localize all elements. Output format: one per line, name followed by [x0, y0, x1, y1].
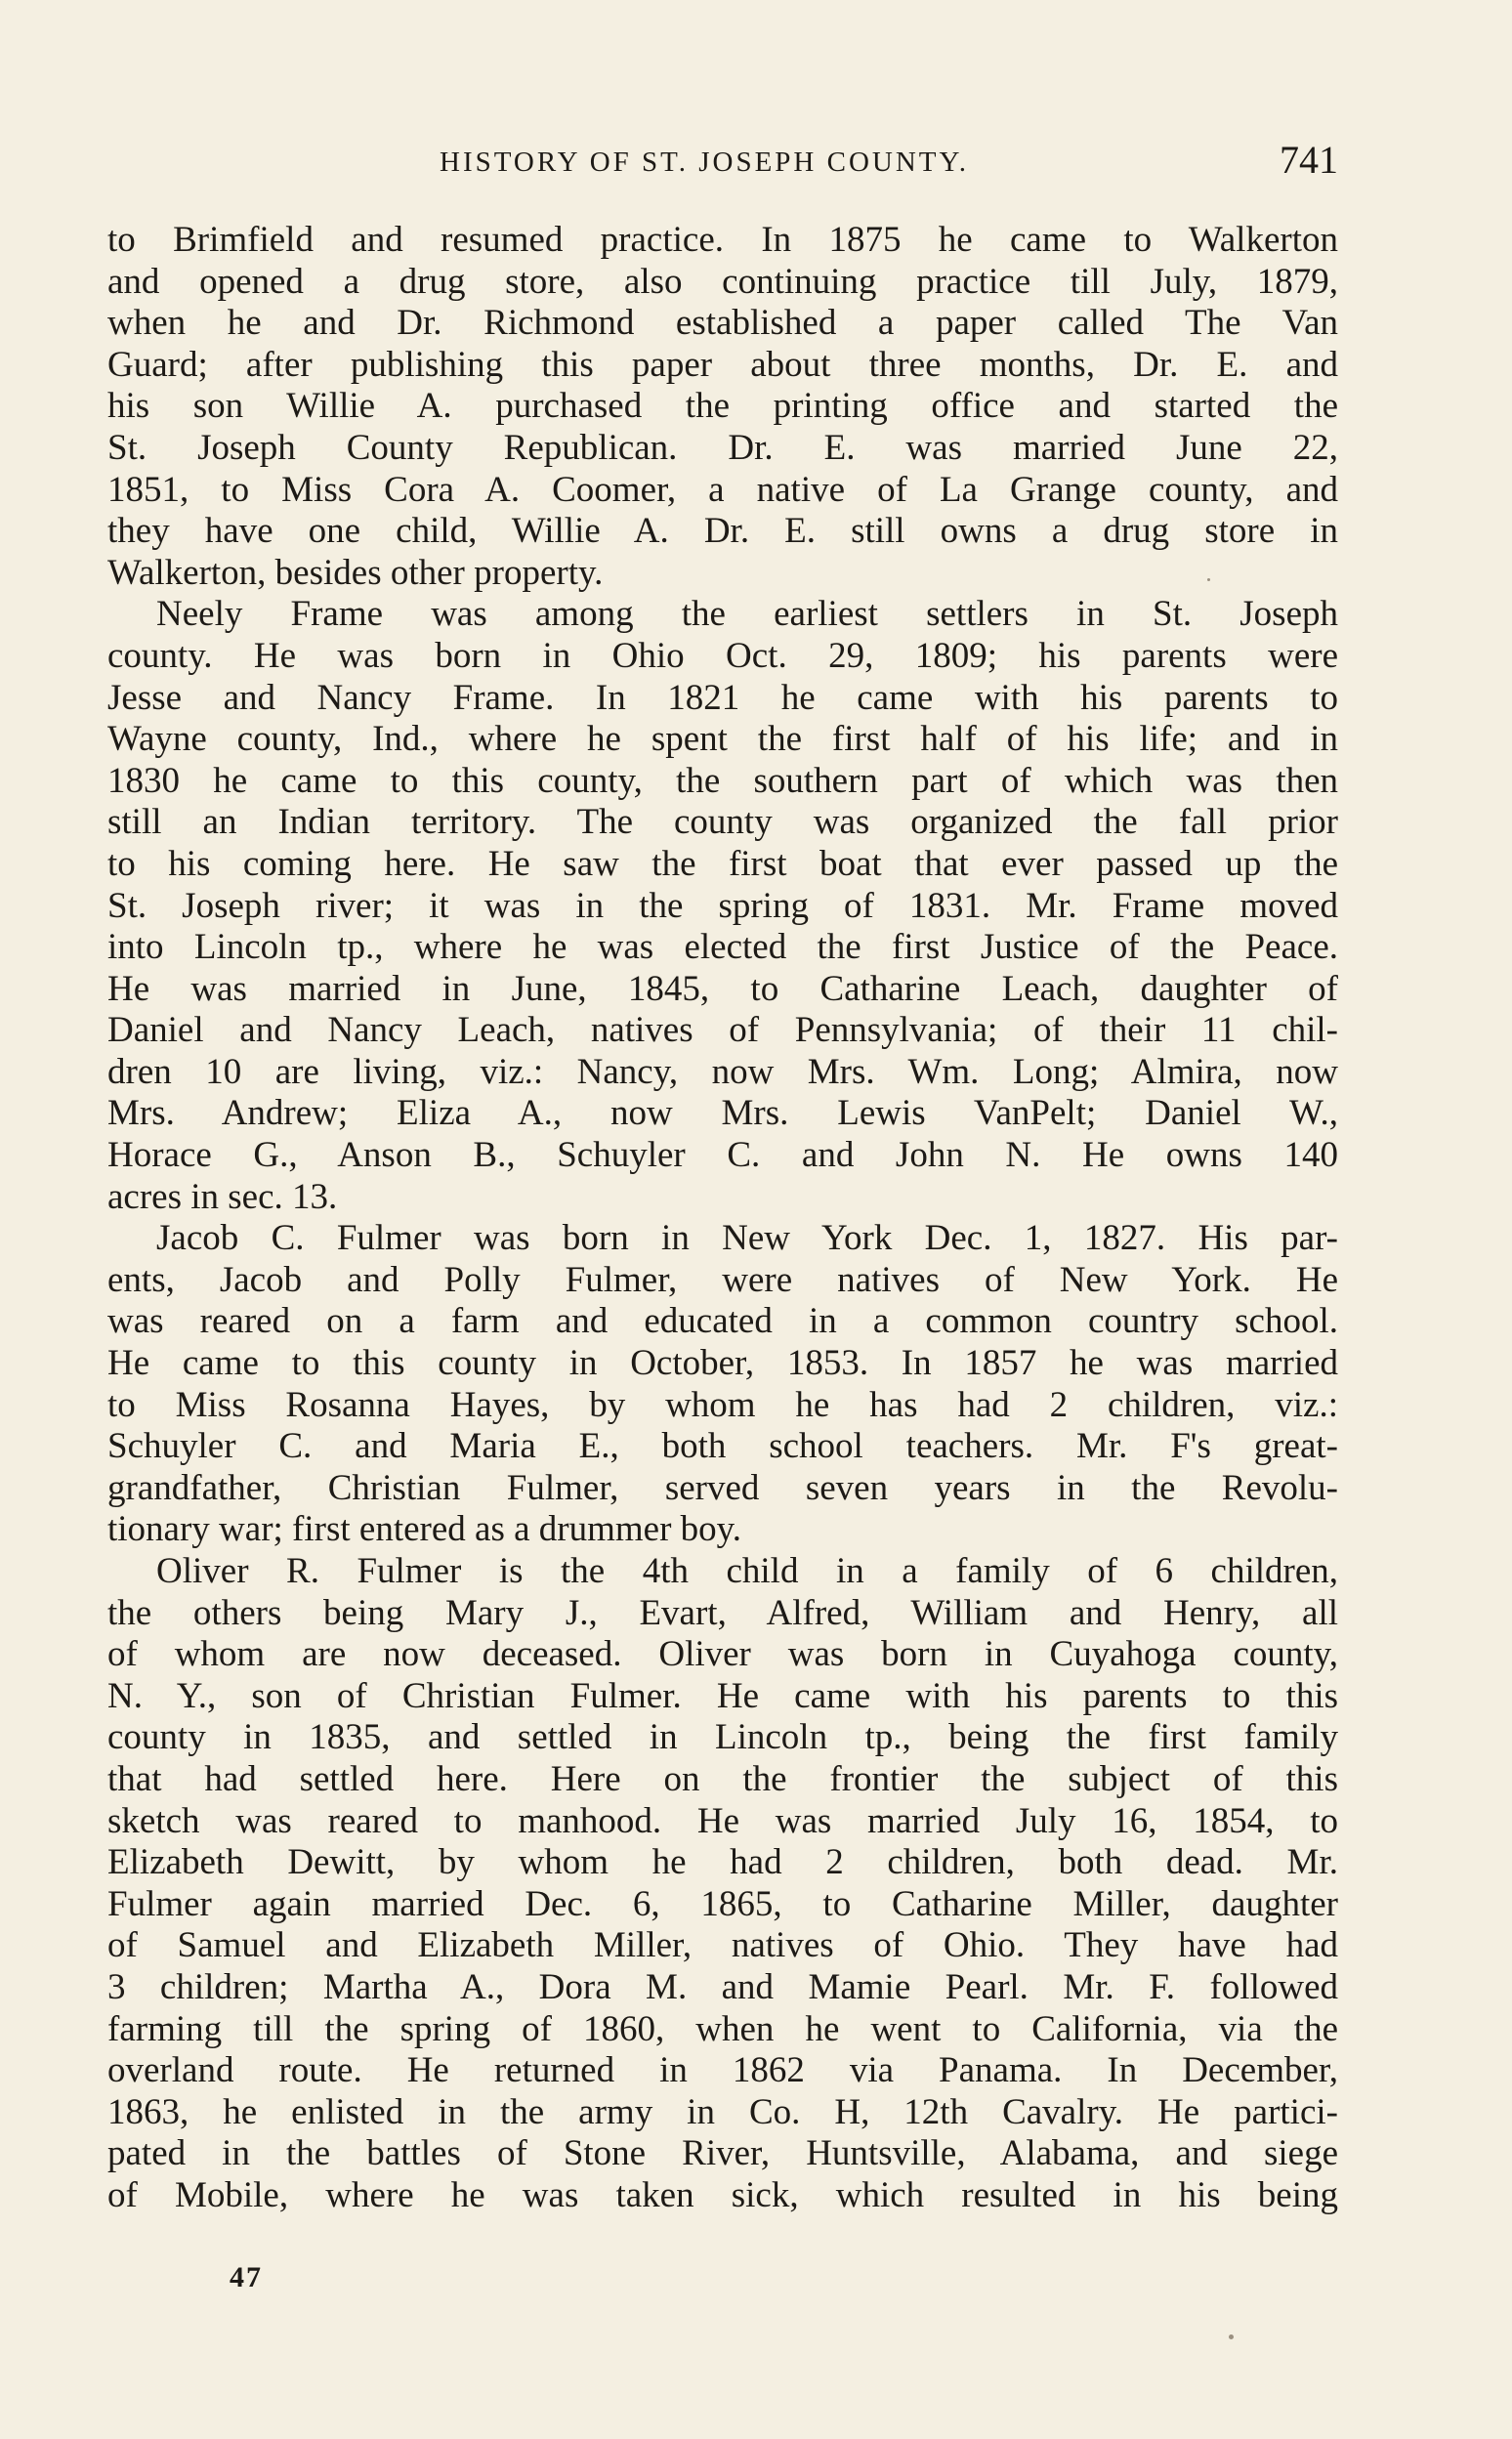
- text-line: acres in sec. 13.: [107, 1176, 338, 1217]
- text-line: Guard; after publishing this paper about three months, Dr. E. and: [107, 344, 1338, 385]
- paper-speck: [1207, 578, 1210, 581]
- text-line: Fulmer again married Dec. 6, 1865, to Catharine Miller, daughter: [107, 1883, 1338, 1924]
- text-line: N. Y., son of Christian Fulmer. He came with his parents to this: [107, 1675, 1338, 1716]
- text-line: of whom are now deceased. Oliver was born in Cuyahoga county,: [107, 1634, 1338, 1675]
- text-line: sketch was reared to manhood. He was married July 16, 1854, to: [107, 1800, 1338, 1841]
- text-line: Walkerton, besides other property.: [107, 552, 604, 593]
- text-line: He was married in June, 1845, to Catharine Leach, daughter of: [107, 968, 1338, 1009]
- text-line-paragraph-start: Oliver R. Fulmer is the 4th child in a family of 6 children,: [156, 1551, 1338, 1591]
- text-line: He came to this county in October, 1853. In 1857 he was married: [107, 1343, 1338, 1384]
- body-text: [107, 220, 1338, 2217]
- text-line: the others being Mary J., Evart, Alfred, William and Henry, all: [107, 1592, 1338, 1633]
- page-number: 741: [1280, 138, 1338, 182]
- text-line: Horace G., Anson B., Schuyler C. and John N. He owns 140: [107, 1135, 1338, 1176]
- text-line-paragraph-start: Jacob C. Fulmer was born in New York Dec. 1, 1827. His par-: [156, 1218, 1338, 1259]
- text-line: farming till the spring of 1860, when he went to California, via the: [107, 2008, 1338, 2049]
- text-line: was reared on a farm and educated in a common country school.: [107, 1301, 1338, 1342]
- text-line: Schuyler C. and Maria E., both school teachers. Mr. F's great-: [107, 1426, 1338, 1467]
- text-line: pated in the battles of Stone River, Huntsville, Alabama, and siege: [107, 2133, 1338, 2174]
- text-line: St. Joseph river; it was in the spring of 1831. Mr. Frame moved: [107, 885, 1338, 926]
- text-line: Elizabeth Dewitt, by whom he had 2 children, both dead. Mr.: [107, 1842, 1338, 1883]
- text-line: when he and Dr. Richmond established a paper called The Van: [107, 303, 1338, 344]
- text-line: 3 children; Martha A., Dora M. and Mamie Pearl. Mr. F. followed: [107, 1966, 1338, 2007]
- text-line: dren 10 are living, viz.: Nancy, now Mrs. Wm. Long; Almira, now: [107, 1051, 1338, 1092]
- text-line: ents, Jacob and Polly Fulmer, were natives of New York. He: [107, 1259, 1338, 1300]
- text-line: county in 1835, and settled in Lincoln tp., being the first family: [107, 1717, 1338, 1758]
- text-line: of Mobile, where he was taken sick, which resulted in his being: [107, 2174, 1338, 2215]
- text-line: county. He was born in Ohio Oct. 29, 1809; his parents were: [107, 635, 1338, 676]
- text-line: overland route. He returned in 1862 via Panama. In December,: [107, 2050, 1338, 2091]
- text-line: his son Willie A. purchased the printing office and started the: [107, 386, 1338, 427]
- page-header: [107, 137, 1338, 195]
- running-title: HISTORY OF ST. JOSEPH COUNTY.: [440, 147, 969, 178]
- text-line: to Brimfield and resumed practice. In 1875 he came to Walkerton: [107, 220, 1338, 260]
- text-line-paragraph-start: Neely Frame was among the earliest settlers in St. Joseph: [156, 594, 1338, 635]
- text-line: Mrs. Andrew; Eliza A., now Mrs. Lewis VanPelt; Daniel W.,: [107, 1093, 1338, 1134]
- paper-speck: [1229, 2334, 1234, 2339]
- text-line: of Samuel and Elizabeth Miller, natives of Ohio. They have had: [107, 1925, 1338, 1966]
- text-line: St. Joseph County Republican. Dr. E. was married June 22,: [107, 427, 1338, 468]
- text-line: that had settled here. Here on the frontier the subject of this: [107, 1758, 1338, 1799]
- signature-mark: 47: [230, 2261, 263, 2293]
- text-line: Daniel and Nancy Leach, natives of Pennsylvania; of their 11 chil-: [107, 1010, 1338, 1051]
- text-line: grandfather, Christian Fulmer, served seven years in the Revolu-: [107, 1467, 1338, 1508]
- text-line: Jesse and Nancy Frame. In 1821 he came with his parents to: [107, 677, 1338, 718]
- text-line: still an Indian territory. The county was organized the fall prior: [107, 802, 1338, 843]
- text-line: into Lincoln tp., where he was elected the first Justice of the Peace.: [107, 927, 1338, 968]
- text-line: to his coming here. He saw the first boat that ever passed up the: [107, 843, 1338, 884]
- text-line: Wayne county, Ind., where he spent the first half of his life; and in: [107, 719, 1338, 760]
- text-line: and opened a drug store, also continuing practice till July, 1879,: [107, 261, 1338, 302]
- text-line: tionary war; first entered as a drummer boy.: [107, 1509, 741, 1550]
- text-line: they have one child, Willie A. Dr. E. still owns a drug store in: [107, 511, 1338, 552]
- text-line: 1830 he came to this county, the southern part of which was then: [107, 760, 1338, 801]
- text-line: 1863, he enlisted in the army in Co. H, 12th Cavalry. He partici-: [107, 2091, 1338, 2132]
- text-line: to Miss Rosanna Hayes, by whom he has had 2 children, viz.:: [107, 1384, 1338, 1425]
- text-line: 1851, to Miss Cora A. Coomer, a native of La Grange county, and: [107, 469, 1338, 510]
